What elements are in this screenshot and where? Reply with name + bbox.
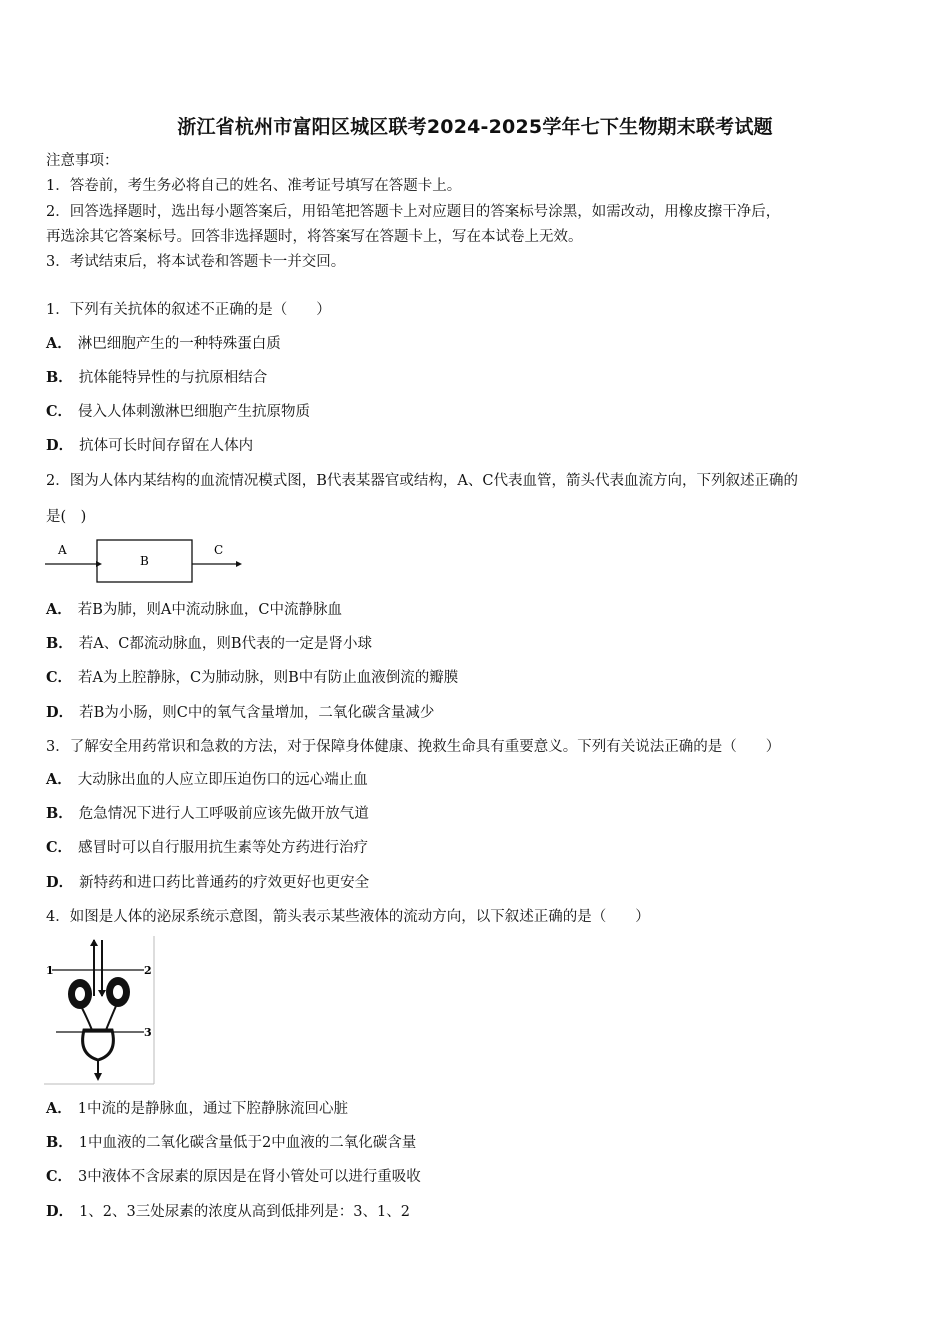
question-2-stem: 2．图为人体内某结构的血流情况模式图，B代表某器官或结构，A、C代表血管，箭头代表血流方向，下列叙述正确的 [46, 473, 798, 489]
notice-item: 1．答卷前，考生务必将自己的姓名、准考证号填写在答题卡上。 [46, 178, 462, 194]
bladder [83, 1030, 114, 1060]
option-text: 若B为小肠，则C中的氧气含量增加，二氧化碳含量减少 [79, 705, 435, 721]
label-a: A [58, 543, 67, 557]
option-text: 若A为上腔静脉，C为肺动脉，则B中有防止血液倒流的瓣膜 [78, 670, 459, 686]
option-letter: D． [46, 1203, 74, 1220]
question-4-option-a[interactable] [46, 1099, 348, 1119]
option-text: 大动脉出血的人应立即压迫伤口的远心端止血 [77, 772, 368, 788]
arrow-c-icon [236, 561, 242, 567]
question-2-stem-cont: 是( ) [46, 509, 87, 525]
option-text: 感冒时可以自行服用抗生素等处方药进行治疗 [78, 840, 369, 856]
option-text: 新特药和进口药比普通药的疗效更好也更安全 [79, 875, 370, 891]
option-letter: B． [46, 1134, 73, 1151]
option-letter: D． [46, 437, 74, 454]
notice-item: 2．回答选择题时，选出每小题答案后，用铅笔把答题卡上对应题目的答案标号涂黑，如需改动，用橡皮擦干净后， [46, 204, 781, 220]
page-title: 浙江省杭州市富阳区城区联考2024-2025学年七下生物期末联考试题 [177, 116, 773, 138]
option-text: 1、2、3三处尿素的浓度从高到低排列是：3、1、2 [79, 1204, 410, 1220]
right-ureter [106, 1006, 116, 1030]
option-letter: D． [46, 874, 74, 891]
option-letter: A． [46, 335, 72, 352]
option-text: 若B为肺，则A中流动脉血，C中流静脉血 [77, 602, 342, 618]
question-3-option-b[interactable] [46, 804, 369, 824]
option-text: 侵入人体刺激淋巴细胞产生抗原物质 [78, 404, 311, 420]
question-4-stem: 4．如图是人体的泌尿系统示意图，箭头表示某些液体的流动方向，以下叙述正确的是（ ） [46, 909, 650, 925]
option-text: 危急情况下进行人工呼吸前应该先做开放气道 [78, 806, 369, 822]
question-1-option-b[interactable] [46, 368, 267, 388]
question-3-option-d[interactable] [46, 873, 369, 893]
urinary-system-diagram [44, 936, 156, 1086]
question-1-option-a[interactable] [46, 334, 281, 354]
option-letter: C． [46, 403, 73, 420]
option-letter: B． [46, 635, 73, 652]
option-text: 若A、C都流动脉血，则B代表的一定是肾小球 [78, 636, 372, 652]
question-2-option-c[interactable] [46, 668, 458, 688]
question-2-option-d[interactable] [46, 703, 434, 723]
label-b: B [140, 554, 149, 568]
question-1-option-c[interactable] [46, 402, 310, 422]
option-letter: B． [46, 369, 73, 386]
option-letter: C． [46, 1168, 73, 1185]
arrow-out-icon [94, 1073, 102, 1081]
option-text: 1中血液的二氧化碳含量低于2中血液的二氧化碳含量 [78, 1135, 417, 1151]
arrow-down-icon [98, 990, 106, 997]
option-text: 3中液体不含尿素的原因是在肾小管处可以进行重吸收 [78, 1169, 421, 1185]
right-kidney-pelvis [113, 985, 123, 999]
option-text: 抗体能特异性的与抗原相结合 [78, 370, 268, 386]
question-1-stem: 1．下列有关抗体的叙述不正确的是（ ） [46, 302, 331, 318]
label-1: 1 [46, 964, 54, 977]
notice-item: 再选涂其它答案标号。回答非选择题时，将答案写在答题卡上，写在本试卷上无效。 [46, 229, 583, 245]
left-ureter [82, 1008, 92, 1030]
question-3-stem: 3．了解安全用药常识和急救的方法，对于保障身体健康、挽救生命具有重要意义。下列有关说法正确的是（ ） [46, 739, 781, 755]
label-3: 3 [144, 1026, 152, 1039]
option-letter: B． [46, 805, 73, 822]
blood-flow-diagram [44, 538, 244, 584]
label-2: 2 [144, 964, 152, 977]
option-text: 抗体可长时间存留在人体内 [79, 438, 254, 454]
question-3-option-a[interactable] [46, 770, 368, 790]
question-2-option-b[interactable] [46, 634, 372, 654]
question-1-option-d[interactable] [46, 436, 253, 456]
option-letter: A． [46, 601, 72, 618]
question-2-option-a[interactable] [46, 600, 342, 620]
question-4-option-b[interactable] [46, 1133, 416, 1153]
option-letter: C． [46, 839, 73, 856]
left-kidney-pelvis [75, 987, 85, 1001]
notice-item: 3．考试结束后，将本试卷和答题卡一并交回。 [46, 254, 346, 270]
option-letter: C． [46, 669, 73, 686]
question-4-option-d[interactable] [46, 1202, 410, 1222]
question-3-option-c[interactable] [46, 838, 368, 858]
arrow-up-icon [90, 939, 98, 946]
option-letter: D． [46, 704, 74, 721]
notice-heading: 注意事项： [46, 153, 119, 169]
option-text: 淋巴细胞产生的一种特殊蛋白质 [77, 336, 281, 352]
question-4-option-c[interactable] [46, 1167, 421, 1187]
option-text: 1中流的是静脉血，通过下腔静脉流回心脏 [77, 1101, 348, 1117]
label-c: C [214, 543, 224, 557]
option-letter: A． [46, 771, 72, 788]
option-letter: A． [46, 1100, 72, 1117]
